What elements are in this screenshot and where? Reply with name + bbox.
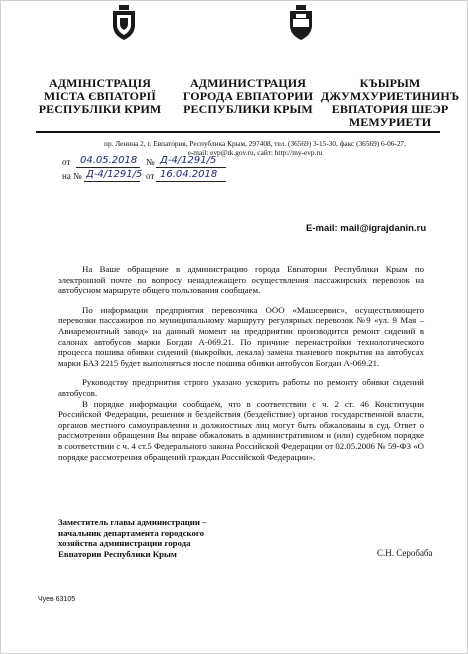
signature-position: Заместитель главы администрации – начальник департамента городского хозяйства администрации города Евпатории Республики Крым [58,517,207,559]
body-paragraph: В порядке информации сообщаем, что в соответствии с ч. 2 ст. 46 Конституции Российской Федерации, решения и бездействия (бездействие) органов государственной власти, органов местного самоуправления и должностных лиц могут быть обжалованы в суд. Ответ о рассмотрении обращения Вы вправе обжаловать в административном и (или) судебном порядке в соответствии с ч. 4 ст.5 Федерального закона Российской Федерации от 02.05.2006 № 59-ФЗ «О порядке рассмотрения обращений граждан Российской Федерации». [58,398,424,462]
recipient-email: E-mail: mail@igrajdanin.ru [306,223,427,234]
header-crimean-tatar: КЪЫРЫМ ДЖУМХУРИЕТИНИНЪ ЕВПАТОРИЯ ШЕЭР МЕМУРИЕТИ [320,76,460,129]
ref-from-date: 04.05.2018 [80,155,138,166]
ref-on-from-label: от [146,171,155,181]
header-ukrainian: АДМІНІСТРАЦІЯ МІСТА ЄВПАТОРІЇ РЕСПУБЛІКИ КРИМ [38,76,162,116]
underline [76,167,140,168]
body-paragraph: На Ваше обращение в администрацию города Евпатории Республики Крым по электронной почте по вопросу ненадлежащего осуществления пассажирских перевозок на автобусном маршруте общего пользования сообщаем. [58,264,424,296]
ref-on-date: 16.04.2018 [160,169,218,180]
ref-number: Д-4/1291/5 [160,155,217,166]
executor-note: Чуев 63105 [38,596,76,603]
underline [156,167,226,168]
ref-on-label: на № [62,171,82,181]
letter-body [58,264,424,462]
contact-email-site: e-mail: evp@rk.gov.ru, сайт: http://my-evp.ru [187,148,323,157]
coat-of-arms-icon [110,5,138,41]
signatory-name: С.Н. Серобаба [377,548,433,558]
underline [156,181,226,182]
contact-address: пр. Ленина 2, г. Евпатория, Республика Крым, 297408, тел. (36569) 3-15-30, факс (36569) 6-06-27, [104,139,406,148]
ref-number-label: № [146,157,155,167]
coat-of-arms-icon [287,5,315,41]
body-paragraph: Руководству предприятия строго указано ускорить работы по ремонту обивки сидений автобусов. [58,377,424,398]
ref-on-number: Д-4/1291/5 [86,169,143,180]
header-russian: АДМИНИСТРАЦИЯ ГОРОДА ЕВПАТОРИИ РЕСПУБЛИКИ КРЫМ [182,76,314,116]
header-divider [36,131,440,133]
body-paragraph: По информации предприятия перевозчика ООО «Машсервис», осуществляющего перевозки пассажиров по муниципальному маршруту регулярных перевозок №9 «ул. 9 Мая – Авиаремонтный завод» на данный момент на предприятии производится ремонт сидений в салонах автобусов марки Богдан А-069.21. По причине перенастройки технологического процесса пошива обивки сидений (выкройки, лекала) замена тканевого покрытия на автобусах марки БАЗ 2215 будет выполняться после пошива обивки автобусов Богдан А-069.21. [58,304,424,368]
ref-from-label: от [62,157,71,167]
underline [84,181,140,182]
